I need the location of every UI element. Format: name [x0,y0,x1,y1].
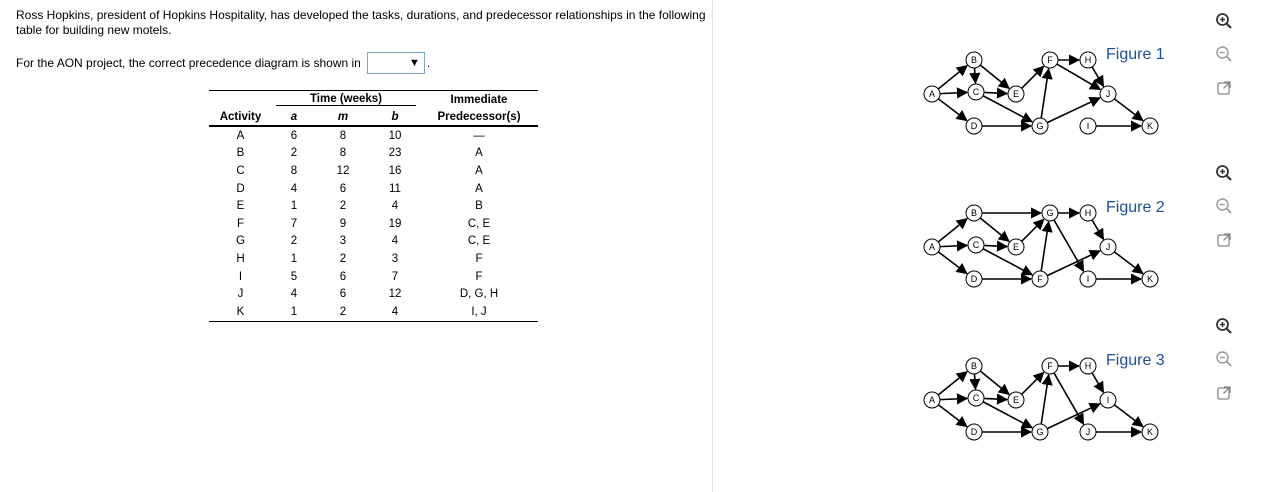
cell-activity: C [236,164,245,177]
header-m: m [316,108,370,126]
activity-table [209,90,538,322]
node-label: B [970,55,978,66]
figure-2 [918,197,1188,297]
edge-E-F [1022,66,1044,88]
cell-b: 16 [388,164,402,177]
table-row [209,126,538,145]
edge-A-B [938,372,967,395]
cell-a: 2 [290,235,298,248]
cell-a: 7 [290,217,298,230]
cell-b: 12 [388,288,402,301]
cell-a: 8 [290,164,298,177]
node-B [966,205,982,221]
cell-a: 1 [290,200,298,213]
node-label: H [1084,55,1092,66]
edge-A-B [938,66,967,89]
cell-predecessors: F [475,252,483,265]
edge-A-D [938,99,966,121]
node-J [1080,424,1096,440]
cell-m: 8 [339,129,347,142]
cell-activity: D [236,182,245,195]
node-E [1008,239,1024,255]
figure-3-label: Figure 3 [1106,352,1165,369]
cell-b: 23 [388,147,402,160]
question-prompt [16,52,430,74]
node-label: F [1047,361,1053,372]
cell-predecessors: D, G, H [459,288,499,301]
node-C [968,237,984,253]
edge-A-D [938,405,966,427]
table-row [209,197,538,215]
node-label: G [1036,121,1044,132]
node-A [924,239,940,255]
node-label: F [1047,55,1053,66]
cell-a: 6 [290,129,298,142]
node-C [968,84,984,100]
header-a: a [272,108,316,126]
cell-predecessors: A [475,182,483,195]
cell-m: 8 [339,147,347,160]
cell-m: 2 [339,252,347,265]
cell-activity: I [238,270,243,283]
node-J [1100,86,1116,102]
edge-H-J [1092,67,1103,86]
cell-activity: G [236,235,245,248]
zoom-in-icon[interactable] [1211,160,1237,186]
edge-B-C [974,68,975,83]
table-row [209,180,538,198]
cell-b: 11 [389,182,401,195]
edge-I-K [1114,405,1142,427]
node-label: J [1105,242,1111,253]
edge-F-J [1057,64,1100,89]
edge-A-C [940,92,967,93]
table-row [209,233,538,251]
cell-a: 4 [290,182,298,195]
cell-m: 3 [339,235,347,248]
cell-m: 12 [336,164,350,177]
node-label: K [1146,121,1154,132]
node-H [1080,52,1096,68]
cell-activity: E [236,200,245,213]
node-label: K [1146,427,1154,438]
node-H [1080,205,1096,221]
cell-m: 6 [339,182,347,195]
zoom-out-icon[interactable] [1211,346,1237,372]
cell-activity: A [236,129,245,142]
table-row [209,250,538,268]
zoom-out-icon[interactable] [1211,41,1237,67]
cell-activity: J [237,288,244,301]
table-row [209,215,538,233]
figure-3 [918,350,1188,450]
node-label: D [970,274,978,285]
table-row [209,268,538,286]
node-label: I [1086,274,1090,285]
header-spacer [209,91,272,109]
node-label: C [972,393,980,404]
edge-G-F [1041,375,1048,424]
node-G [1032,118,1048,134]
open-in-new-window-icon[interactable] [1211,380,1237,406]
cell-a: 2 [290,147,298,160]
edge-A-B [938,219,967,242]
cell-b: 19 [388,217,402,230]
figure-1 [918,44,1188,144]
node-G [1032,424,1048,440]
node-label: A [928,395,936,406]
header-b: b [370,108,420,126]
answer-dropdown[interactable] [367,52,425,74]
node-label: J [1085,427,1091,438]
edge-G-F [1041,69,1048,118]
cell-b: 4 [391,200,399,213]
edge-G-I [1054,220,1084,271]
cell-predecessors: C, E [467,217,491,230]
cell-b: 10 [388,129,402,142]
node-label: K [1146,274,1154,285]
open-in-new-window-icon[interactable] [1211,75,1237,101]
cell-m: 2 [316,303,370,321]
table-row [209,145,538,163]
cell-activity: K [209,303,272,321]
edge-A-D [938,252,966,274]
node-label: C [972,240,980,251]
cell-m: 9 [339,217,347,230]
node-D [966,118,982,134]
cell-predecessors: — [473,129,485,142]
edge-B-C [974,374,975,389]
node-label: J [1105,89,1111,100]
node-label: H [1084,361,1092,372]
edge-C-G [983,96,1032,122]
edge-C-E [984,92,1007,93]
figure-1-label: Figure 1 [1106,46,1165,63]
figure-2-label: Figure 2 [1106,199,1165,216]
cell-a: 4 [290,288,298,301]
node-label: E [1012,395,1020,406]
edge-B-E [980,371,1009,394]
node-label: B [970,208,978,219]
cell-predecessors: F [475,270,483,283]
node-C [968,390,984,406]
node-I [1080,271,1096,287]
edge-A-C [940,245,967,246]
edge-J-K [1114,252,1142,274]
node-E [1008,86,1024,102]
node-label: A [928,242,936,253]
node-label: D [970,121,978,132]
cell-activity: F [236,217,245,230]
node-B [966,52,982,68]
node-K [1142,271,1158,287]
node-J [1100,239,1116,255]
header-time: Time (weeks) [272,91,420,109]
cell-m: 6 [339,270,347,283]
node-label: I [1086,121,1090,132]
cell-b: 4 [370,303,420,321]
cell-predecessors: C, E [467,235,491,248]
node-G [1042,205,1058,221]
edge-B-E [980,65,1009,88]
table-row [209,162,538,180]
edge-H-J [1092,220,1103,239]
edge-C-F [983,249,1032,275]
node-I [1080,118,1096,134]
node-K [1142,424,1158,440]
node-B [966,358,982,374]
edge-E-F [1022,372,1044,394]
node-E [1008,392,1024,408]
node-D [966,271,982,287]
header-immediate: Immediate [420,91,538,109]
prompt-text: For the AON project, the correct precedence diagram is shown in [16,56,361,70]
question-intro: Ross Hopkins, president of Hopkins Hospitality, has developed the tasks, durations, and predecessor relationships in the following table for building new motels. [16,8,706,37]
node-K [1142,118,1158,134]
node-A [924,86,940,102]
node-label: B [970,361,978,372]
cell-b: 3 [391,252,399,265]
prompt-period: . [426,56,431,70]
node-A [924,392,940,408]
cell-m: 6 [339,288,347,301]
edge-F-J [1054,373,1084,424]
cell-predecessors: I, J [420,303,538,321]
node-label: H [1084,208,1092,219]
edge-J-K [1114,99,1142,121]
dropdown-arrow-icon[interactable]: ▼ [408,56,420,69]
cell-m: 2 [339,200,347,213]
cell-activity: B [236,147,245,160]
zoom-in-icon[interactable] [1211,8,1237,34]
cell-predecessors: B [475,200,483,213]
node-label: E [1012,89,1020,100]
header-activity: Activity [209,108,272,126]
node-F [1042,358,1058,374]
node-label: I [1106,395,1110,406]
table-row [209,285,538,303]
node-label: D [970,427,978,438]
cell-a: 1 [290,252,298,265]
node-label: E [1012,242,1020,253]
node-label: G [1036,427,1044,438]
open-in-new-window-icon[interactable] [1211,227,1237,253]
cell-a: 5 [290,270,298,283]
node-F [1042,52,1058,68]
node-H [1080,358,1096,374]
node-label: C [972,87,980,98]
edge-H-I [1092,373,1103,392]
cell-predecessors: A [475,164,483,177]
cell-predecessors: A [475,147,483,160]
node-I [1100,392,1116,408]
cell-b: 7 [391,270,399,283]
cell-b: 4 [391,235,399,248]
edge-F-G [1041,222,1048,271]
edge-C-E [984,398,1007,399]
zoom-in-icon[interactable] [1211,313,1237,339]
edge-A-C [940,398,967,399]
edge-C-G [983,402,1032,428]
node-F [1032,271,1048,287]
table-row [209,303,538,321]
header-predecessors: Predecessor(s) [420,108,538,126]
edge-B-E [980,218,1009,241]
node-D [966,424,982,440]
node-label: A [928,89,936,100]
node-label: F [1037,274,1043,285]
cell-a: 1 [272,303,316,321]
edge-E-G [1022,219,1044,241]
edge-C-E [984,245,1007,246]
cell-activity: H [236,252,245,265]
node-label: G [1046,208,1054,219]
zoom-out-icon[interactable] [1211,193,1237,219]
